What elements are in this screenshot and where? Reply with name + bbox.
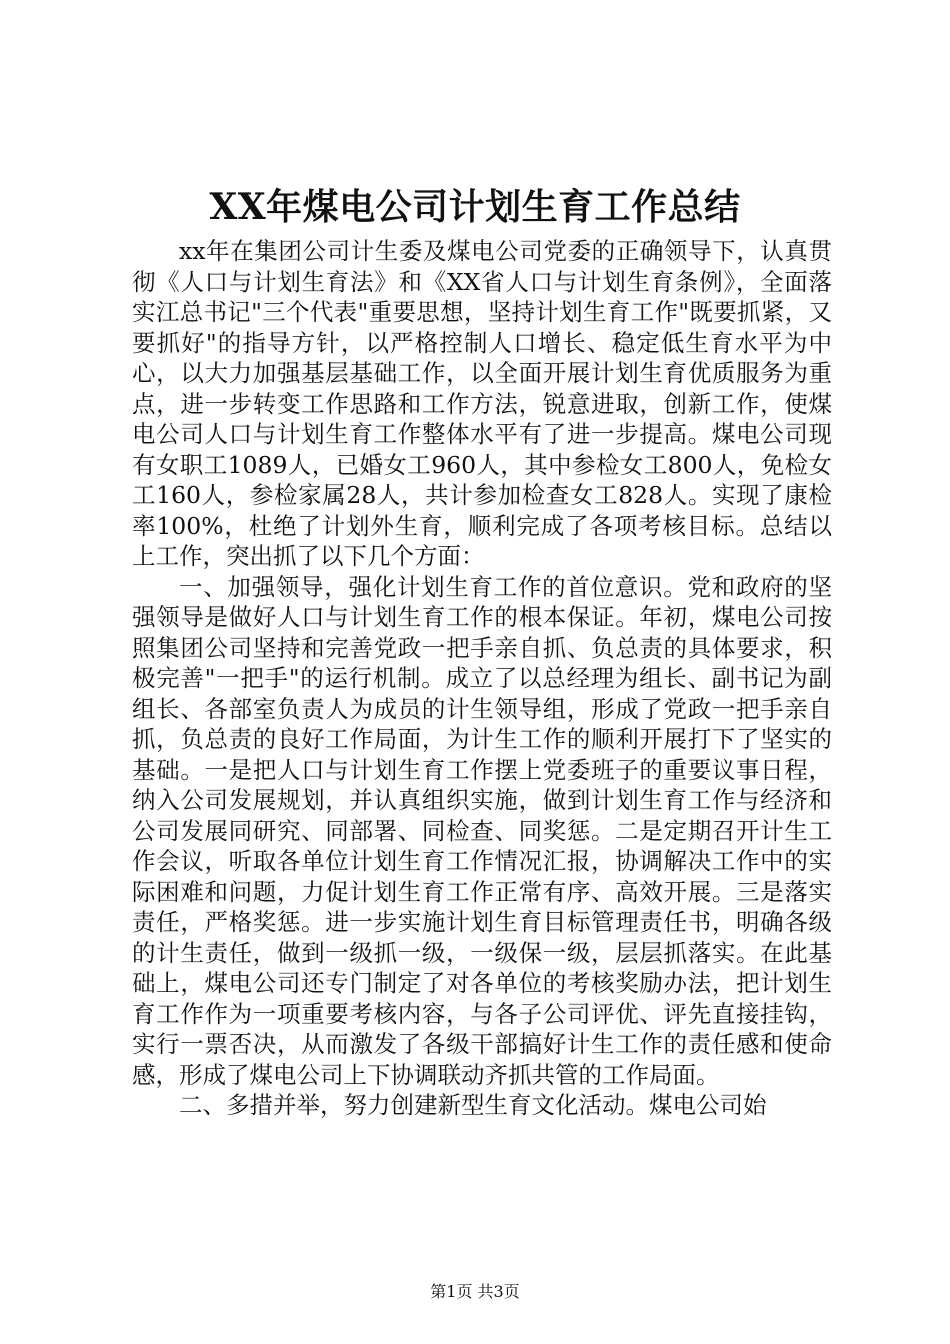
section-one-paragraph: 一、加强领导，强化计划生育工作的首位意识。党和政府的坚强领导是做好人口与计划生育工作的根本保证。年初，煤电公司按照集团公司坚持和完善党政一把手亲自抓、负总责的具体要求，积极完善"一把手"的运行机制。成立了以总经理为组长、副书记为副组长、各部室负责人为成员的计生领导组，形成了党政一把手亲自抓，负总责的良好工作局面，为计生工作的顺利开展打下了坚实的基础。一是把人口与计划生育工作摆上党委班子的重要议事日程，纳入公司发展规划，并认真组织实施，做到计划生育工作与经济和公司发展同研究、同部署、同检查、同奖惩。二是定期召开计生工作会议，听取各单位计划生育工作情况汇报，协调解决工作中的实际困难和问题，力促计划生育工作正常有序、高效开展。三是落实责任，严格奖惩。进一步实施计划生育目标管理责任书，明确各级的计生责任，做到一级抓一级，一级保一级，层层抓落实。在此基础上，煤电公司还专门制定了对各单位的考核奖励办法，把计划生育工作作为一项重要考核内容，与各子公司评优、评先直接挂钩，实行一票否决，从而激发了各级干部搞好计生工作的责任感和使命感，形成了煤电公司上下协调联动齐抓共管的工作局面。 (132, 572, 832, 1089)
section-two-paragraph: 二、多措并举，努力创建新型生育文化活动。煤电公司始 (179, 1091, 767, 1119)
page-footer: 第1页 共3页 (430, 1282, 520, 1301)
intro-paragraph: xx年在集团公司计生委及煤电公司党委的正确领导下，认真贯彻《人口与计划生育法》和《XX省人口与计划生育条例》，全面落实江总书记"三个代表"重要思想，坚持计划生育工作"既要抓紧，又要抓好"的指导方针，以严格控制人口增长、稳定低生育水平为中心，以大力加强基层基础工作，以全面开展计划生育优质服务为重点，进一步转变工作思路和工作方法，锐意进取，创新工作，使煤电公司人口与计划生育工作整体水平有了进一步提高。煤电公司现有女职工1089人，已婚女工960人，其中参检女工800人，免检女工160人，参检家属28人，共计参加检查女工828人。实现了康检率100%，杜绝了计划外生育，顺利完成了各项考核目标。总结以上工作，突出抓了以下几个方面： (132, 237, 832, 570)
document-title: XX年煤电公司计划生育工作总结 (209, 186, 741, 228)
document-body (132, 236, 832, 1121)
